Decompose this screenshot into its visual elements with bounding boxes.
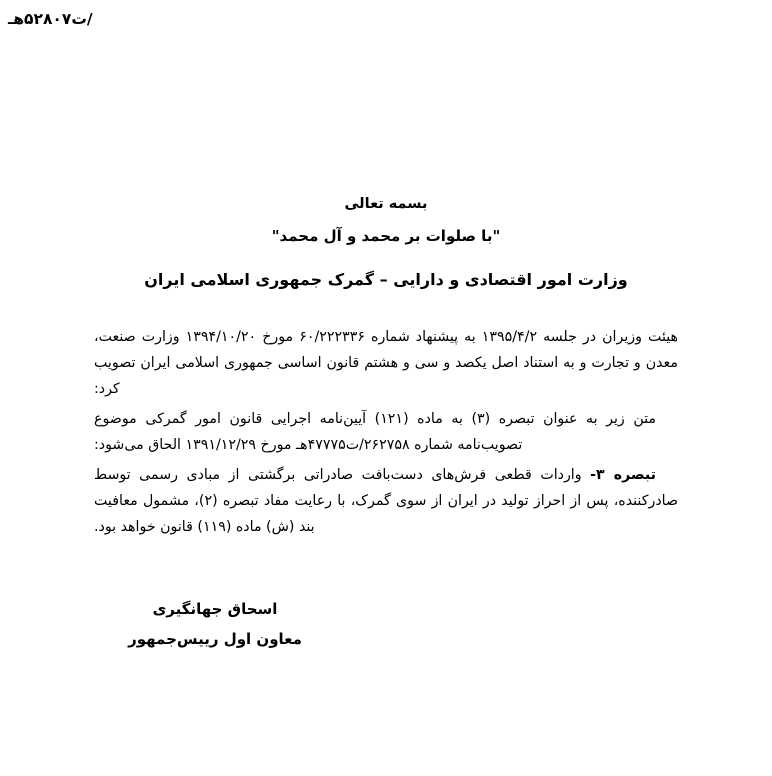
- paragraph-amendment: متن زیر به عنوان تبصره (۳) به ماده (۱۲۱) آیین‌نامه اجرایی قانون امور گمرکی موضوع تصویب‌نامه شماره ۲۶۲۷۵۸/ت۴۷۷۷۵هـ مورخ ۱۳۹۱/۱۲/۲۹ الحاق می‌شود:: [94, 411, 657, 453]
- ministry-heading: وزارت امور اقتصادی و دارایی – گمرک جمهوری اسلامی ایران: [144, 270, 628, 289]
- document-body: [94, 324, 678, 540]
- paragraph-clause: [94, 462, 678, 540]
- paragraph-preamble: هیئت وزیران در جلسه ۱۳۹۵/۴/۲ به پیشنهاد شماره ۶۰/۲۲۲۳۳۶ مورخ ۱۳۹۴/۱۰/۲۰ وزارت صنعت، معدن و تجارت و به استناد اصل یکصد و سی و هشتم قانون اساسی جمهوری اسلامی ایران تصویب کرد:: [94, 329, 678, 397]
- signature-block: [0, 600, 430, 648]
- signatory-title: معاون اول رییس‌جمهور: [128, 630, 302, 648]
- basmala-line: بسمه تعالی: [344, 196, 428, 212]
- clause-label: تبصره ۳-: [590, 467, 656, 483]
- invocation-block: [0, 196, 772, 245]
- signatory-name: اسحاق جهانگیری: [152, 600, 278, 618]
- salavat-line: "با صلوات بر محمد و آل محمد": [271, 227, 501, 246]
- clause-text: واردات قطعی فرش‌های دست‌بافت صادراتی برگشتی از مبادی رسمی توسط صادرکننده، پس از احراز تولید در ایران از سوی گمرک، با رعایت مفاد تبصره (۲)، مشمول معافیت بند (ش) ماده (۱۱۹) قانون خواهد بود.: [94, 467, 679, 535]
- document-reference-number: /ت۵۲۸۰۷هـ: [8, 10, 93, 28]
